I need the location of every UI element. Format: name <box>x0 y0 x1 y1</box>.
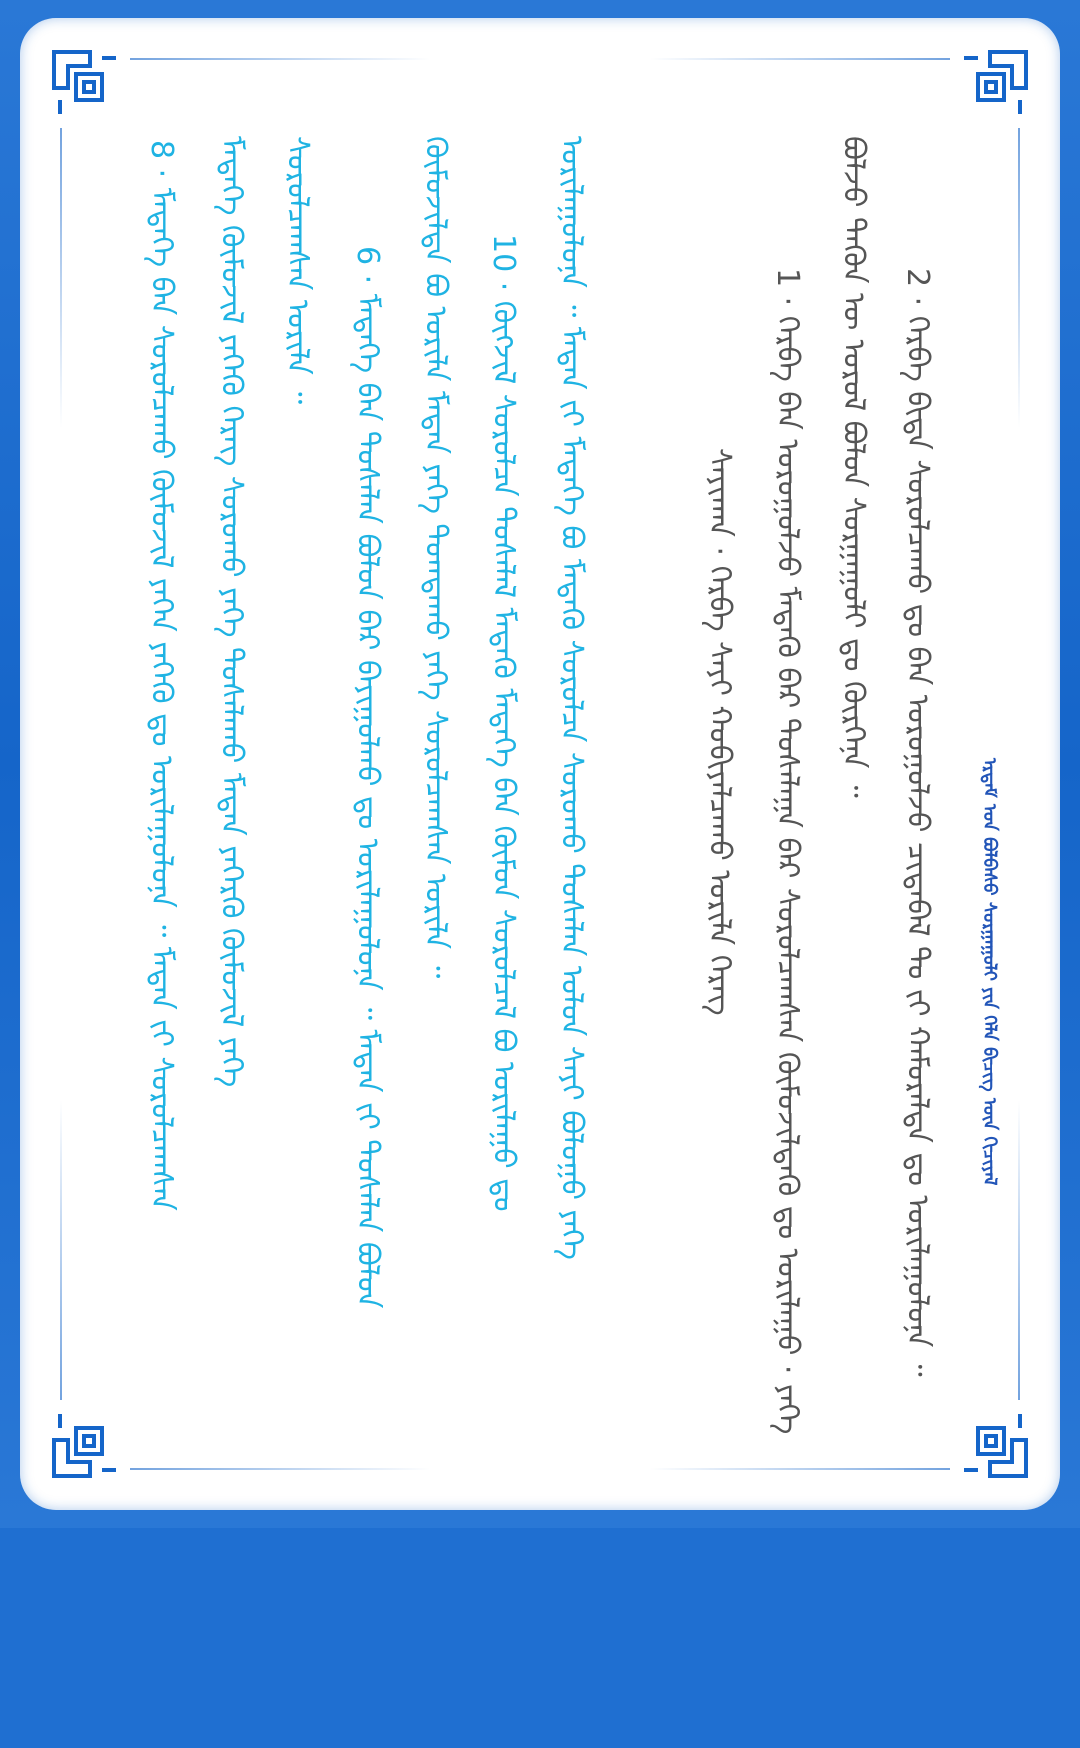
corner-knot-icon <box>960 48 1030 118</box>
border-line-right <box>1018 1100 1020 1400</box>
border-line-top <box>650 58 950 60</box>
paragraph-line: 2 · ᠬᠡᠷᠪᠡ ᠪᠢᠳᠡ ᠰᠤᠷᠤᠯᠴᠠᠬᠤ ᠳᠤ ᠪᠡᠨ ᠤᠷᠤᠭᠤᠯᠵᠤ ᠴᠢᠳᠠᠪᠠᠯ ᠲᠤ ᠶ᠋ᠢ ᠬᠠᠮᠤᠷᠠᠯᠲᠠ ᠳᠤ ᠤᠷᠢᠯᠠᠭᠤᠯᠤᠨᠠ ᠃ <box>900 268 935 1377</box>
border-line-bottom <box>130 1468 430 1470</box>
border-line-left <box>60 128 62 428</box>
corner-knot-icon <box>50 1410 120 1480</box>
paragraph-line: 1 · ᠬᠡᠷᠪᠡ ᠪᠠᠨ ᠤᠷᠤᠭᠤᠯᠵᠤ ᠮᠡᠳᠡᠬᠦ ᠪᠡᠷ ᠲᠤᠰᠠᠯᠠᠭᠠ ᠪᠡᠷ ᠰᠤᠷᠤᠯᠴᠠᠭᠰᠠᠨ ᠬᠥᠮᠦᠵᠢᠯᠲᠡᠬᠦ ᠳᠤ ᠤᠷᠢᠯᠠᠭᠤ · ᠶᠡᠬᠡ <box>770 268 805 1435</box>
content-card <box>20 18 1060 1510</box>
border-line-right <box>1018 128 1020 428</box>
paragraph-line: ᠰᠤᠷᠤᠯᠴᠠᠭᠰᠠᠨ ᠤᠷᠢᠯᠠ ᠃ <box>280 136 315 405</box>
paragraph-line: ᠰᠠᠶᠢᠬᠠᠨ · ᠬᠡᠷᠪᠡ ᠰᠠᠶᠢ ᠬᠤᠪᠢᠶᠠᠯᠴᠠᠬᠤ ᠤᠷᠢᠯᠠ ᠬᠡᠷᠡᠭ <box>702 448 737 1016</box>
corner-knot-icon <box>50 48 120 118</box>
paragraph-line: ᠪᠣᠯᠵᠤ ᠲᠡᠭᠦᠨ ᠦ ᠤᠷᠤᠯ ᠪᠣᠯᠤᠨ ᠰᠤᠷᠭᠠᠭᠤᠯᠢ ᠳᠤ ᠬᠦᠷᠭᠡᠨᠡ ᠃ <box>836 136 871 798</box>
paragraph-line: 8 · ᠮᠡᠳᠡᠭᠡ ᠪᠠᠨ ᠰᠤᠷᠤᠯᠴᠠᠬᠤ ᠬᠥᠮᠦᠵᠢᠯ ᠶᠡᠬᠡᠨ ᠶᠡᠬᠡᠬᠦ ᠳᠤ ᠤᠷᠢᠯᠠᠭᠤᠯᠤᠨᠠ ᠃ ᠮᠡᠳᠡᠨ ᠶ᠋ᠢ ᠰᠤᠷᠤᠯᠴᠠᠭᠰᠠᠨ <box>144 140 179 1211</box>
paragraph-line: 6 · ᠮᠡᠳᠡᠭᠡ ᠪᠠᠨ ᠲᠤᠰᠠᠯᠠᠨ ᠪᠣᠯᠤᠨ ᠪᠠᠷ ᠪᠠᠶᠢᠭᠤᠯᠬᠤ ᠳᠤ ᠤᠷᠢᠯᠠᠭᠤᠯᠤᠨᠠ ᠃ ᠮᠡᠳᠡᠨ ᠶ᠋ᠢ ᠲᠤᠰᠠᠯᠠᠨ ᠪᠣᠯᠤᠨ <box>350 246 385 1309</box>
border-line-left <box>60 1100 62 1400</box>
page-header: ᠡᠷᠳᠡᠮ ᠤᠨ ᠪᠣᠯᠪᠠᠰᠤ ᠰᠤᠷᠭᠠᠭᠤᠯᠢ ᠶᠢᠨ ᠬᠡᠯᠡ ᠪᠢᠴᠢᠭ ᠦᠨ ᠬᠢᠴᠢᠶᠡᠯ <box>979 758 1000 1186</box>
paragraph-line: ᠬᠥᠮᠦᠵᠢᠯᠲᠡ ᠪᠣ ᠤᠷᠢᠯᠠ ᠮᠡᠳᠡᠨ ᠶᠡᠬᠡ ᠲᠣᠭᠲᠠᠬᠤ ᠶᠡᠬᠡ ᠰᠤᠷᠤᠯᠴᠠᠭᠰᠠᠨ ᠤᠷᠢᠯᠠ ᠃ <box>418 136 453 979</box>
paragraph-line: ᠤᠷᠢᠯᠠᠭᠤᠯᠤᠨᠠ ᠃ ᠮᠡᠳᠡᠨ ᠶ᠋ᠢ ᠮᠡᠳᠡᠭᠡ ᠪᠣ ᠮᠡᠳᠡᠬᠦ ᠰᠤᠷᠤᠯᠴᠠ ᠰᠤᠷᠤᠬᠤ ᠲᠤᠰᠠᠯᠠᠨ ᠤᠯᠤᠨ ᠰᠠᠶᠢ ᠪᠣᠯᠤᠭᠤ ᠶᠡᠬᠡ <box>554 136 589 1260</box>
paragraph-line: ᠮᠡᠳᠡᠭᠡ ᠬᠥᠮᠦᠵᠢᠯ ᠶᠡᠬᠡᠬᠦ ᠬᠡᠷᠡᠭ ᠰᠤᠷᠤᠬᠤ ᠶᠡᠬᠡ ᠲᠤᠰᠠᠯᠠᠬᠤ ᠮᠡᠳᠡᠨ ᠶᠡᠬᠡᠷᠬᠦ ᠬᠥᠮᠦᠵᠢᠯ ᠶᠡᠬᠡ <box>214 136 249 1088</box>
border-line-top <box>130 58 430 60</box>
paragraph-line: 10 · ᠬᠥᠭᠵᠢᠯ ᠰᠤᠷᠤᠯᠴᠠ ᠲᠤᠰᠠᠯᠠᠯ ᠮᠡᠳᠡᠬᠦ ᠮᠡᠳᠡᠭᠡ ᠪᠠᠨ ᠬᠦᠮᠦᠨ ᠰᠤᠷᠤᠯᠴᠠᠯ ᠪᠣ ᠤᠷᠢᠯᠠᠭᠤ ᠳᠤ <box>486 234 521 1212</box>
